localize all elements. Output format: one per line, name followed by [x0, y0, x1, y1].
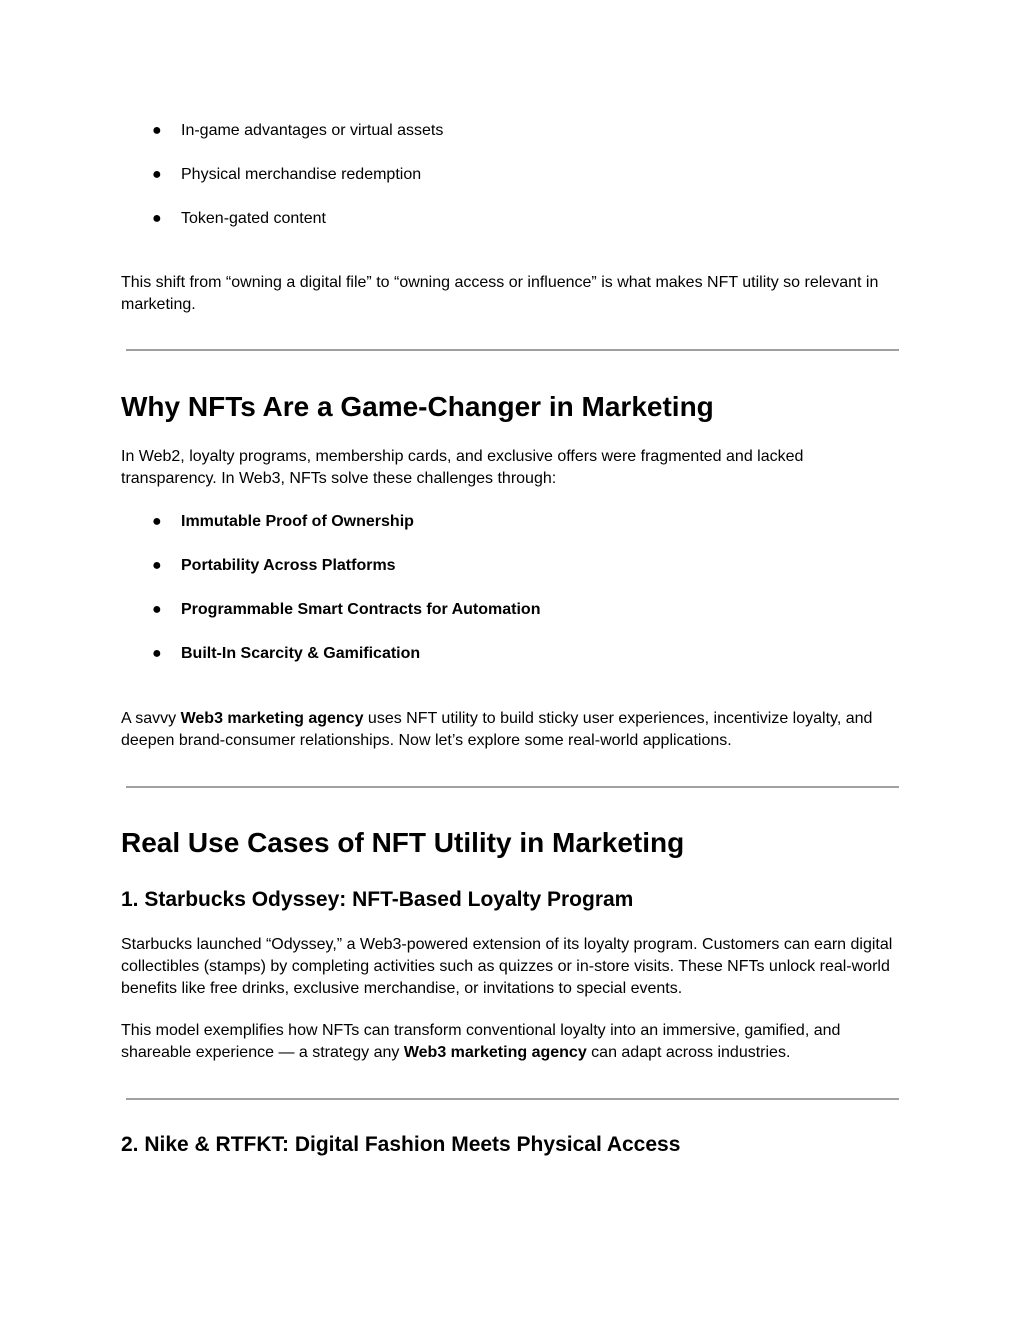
agency-link-text: Web3 marketing agency — [403, 1044, 587, 1061]
list-item-text: In-game advantages or virtual assets — [181, 122, 444, 139]
list-item-text: Portability Across Platforms — [181, 557, 396, 574]
section-heading: Real Use Cases of NFT Utility in Marketing — [121, 827, 685, 858]
section-heading: Why NFTs Are a Game-Changer in Marketing — [121, 391, 714, 422]
text-run: A savvy — [121, 710, 181, 727]
bullet-icon: ● — [152, 645, 162, 662]
section-closing-paragraph — [121, 708, 901, 752]
list-item-text: Programmable Smart Contracts for Automation — [181, 601, 541, 618]
text-run: uses NFT utility to build sticky user experiences, incentivize loyalty, and deepen brand-consumer relationships. Now let’s explore some real-world applications. — [121, 710, 873, 749]
list-item-text: Immutable Proof of Ownership — [181, 513, 414, 530]
horizontal-divider — [126, 1098, 899, 1100]
text-run: can adapt across industries. — [586, 1044, 791, 1061]
bullet-icon: ● — [152, 166, 162, 183]
case-paragraph — [121, 1020, 901, 1064]
case-heading: 2. Nike & RTFKT: Digital Fashion Meets Physical Access — [121, 1133, 681, 1156]
intro-paragraph: This shift from “owning a digital file” to “owning access or influence” is what makes NFT utility so relevant in marketing. — [121, 274, 879, 313]
case-heading: 1. Starbucks Odyssey: NFT-Based Loyalty Program — [121, 888, 634, 911]
bullet-icon: ● — [152, 557, 162, 574]
list-item-text: Token-gated content — [181, 210, 326, 227]
list-item-text: Built-In Scarcity & Gamification — [181, 645, 421, 662]
bullet-icon: ● — [152, 122, 162, 139]
bullet-icon: ● — [152, 210, 162, 227]
list-item-text: Physical merchandise redemption — [181, 166, 422, 183]
agency-link-text: Web3 marketing agency — [180, 710, 364, 727]
case-paragraph: Starbucks launched “Odyssey,” a Web3-powered extension of its loyalty program. Customers can earn digital collectibles (stamps) by completing activities such as quizzes or in-store visits. These NFTs unlock real-world benefits like free drinks, exclusive merchandise, or invitations to special events. — [121, 936, 893, 997]
bullet-icon: ● — [152, 513, 162, 530]
section-paragraph: In Web2, loyalty programs, membership cards, and exclusive offers were fragmented and lacked transparency. In Web3, NFTs solve these challenges through: — [121, 448, 804, 487]
text-run: This model exemplifies how NFTs can transform conventional loyalty into an immersive, gamified, and shareable experience — a strategy any — [121, 1022, 841, 1061]
horizontal-divider — [126, 349, 899, 351]
horizontal-divider — [126, 786, 899, 788]
bullet-icon: ● — [152, 601, 162, 618]
